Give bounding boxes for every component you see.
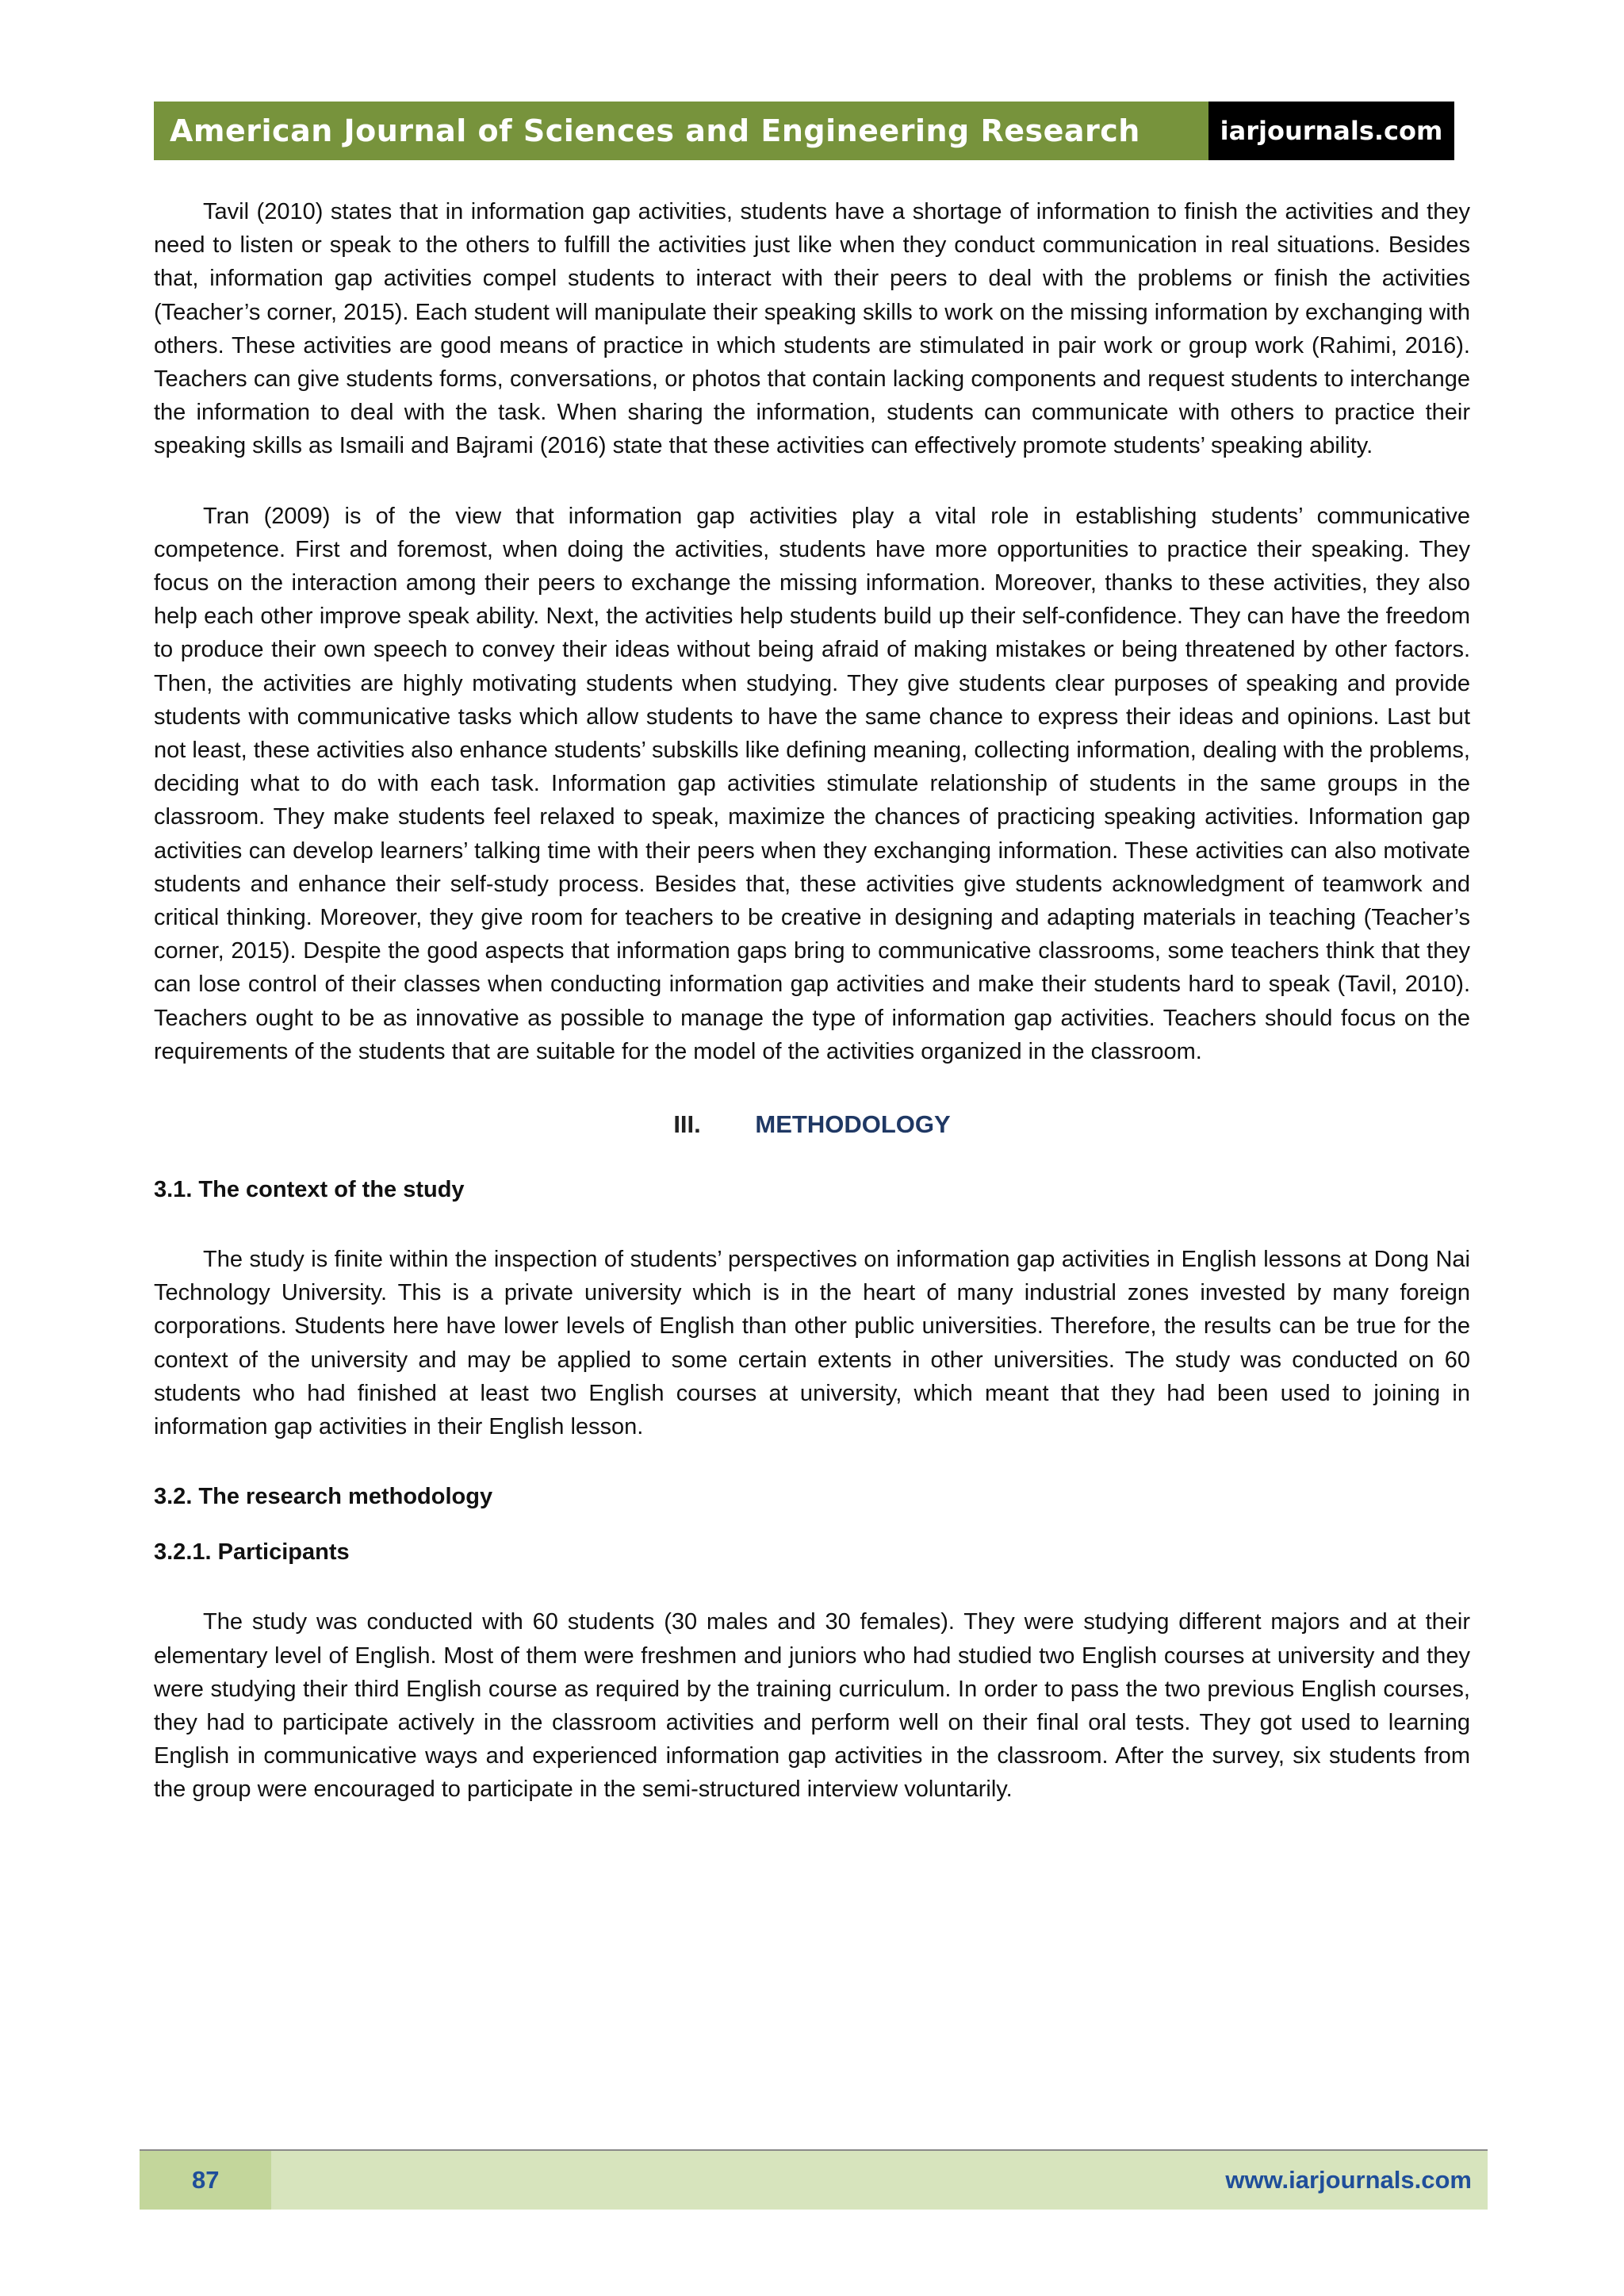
article-body (154, 195, 1470, 1807)
section-heading (154, 1108, 1470, 1141)
footer-url-link[interactable]: www.iarjournals.com (1225, 2166, 1472, 2194)
journal-title: American Journal of Sciences and Engineering Research (170, 113, 1140, 148)
body-paragraph: Tavil (2010) states that in information gap activities, students have a shortage of information to finish the activities and they need to listen or speak to the others to fulfill the activities just like when they conduct communication in real situations. Besides that, information gap activities compel students to interact with their peers to deal with the problems or finish the activities (Teacher’s corner, 2015). Each student will manipulate their speaking skills to work on the missing information by exchanging with others. These activities are good means of practice in which students are stimulated in pair work or group work (Rahimi, 2016). Teachers can give students forms, conversations, or photos that contain lacking components and request students to interchange the information to deal with the task. When sharing the information, students can communicate with others to practice their speaking skills as Ismaili and Bajrami (2016) state that these activities can effectively promote students’ speaking ability. (154, 199, 1470, 459)
body-paragraph: Tran (2009) is of the view that information gap activities play a vital role in establishing students’ communicative competence. First and foremost, when doing the activities, students have more opportunities to practice their speaking. They focus on the interaction among their peers to exchange the missing information. Moreover, thanks to these activities, they also help each other improve speak ability. Next, the activities help students build up their self-confidence. They can have the freedom to produce their own speech to convey their ideas without being afraid of making mistakes or being threatened by other factors. Then, the activities are highly motivating students when studying. They give students clear purposes of speaking and provide students with communicative tasks which allow students to have the same chance to express their ideas and opinions. Last but not least, these activities also enhance students’ subskills like defining meaning, collecting information, dealing with the problems, deciding what to do with each task. Information gap activities stimulate relationship of students in the same groups in the classroom. They make students feel relaxed to speak, maximize the chances of practicing speaking activities. Information gap activities can develop learners’ talking time with their peers when they exchanging information. These activities can also motivate students and enhance their self-study process. Besides that, these activities give students acknowledgment of teamwork and critical thinking. Moreover, they give room for teachers to be creative in designing and adapting materials in teaching (Teacher’s corner, 2015). Despite the good aspects that information gaps bring to communicative classrooms, some teachers think that they can lose control of their classes when conducting information gap activities and make their students hard to speak (Tavil, 2010). Teachers ought to be as innovative as possible to manage the type of information gap activities. Teachers should focus on the requirements of the students that are suitable for the model of the activities organized in the classroom. (154, 503, 1470, 1064)
subsection-heading: 3.2.1. Participants (154, 1539, 350, 1566)
subsection-heading: 3.1. The context of the study (154, 1177, 465, 1203)
header-site-link[interactable]: iarjournals.com (1208, 102, 1454, 160)
page-footer (140, 2149, 1488, 2210)
section-title: METHODOLOGY (755, 1110, 951, 1139)
body-paragraph: The study is finite within the inspection of students’ perspectives on information gap activities in English lessons at Dong Nai Technology University. This is a private university which is in the heart of many industrial zones invested by many foreign corporations. Students here have lower levels of English than other public universities. Therefore, the results can be true for the context of the university and may be applied to some certain extents in other universities. The study was conducted on 60 students who had finished at least two English courses at university, which meant that they had been used to joining in information gap activities in their English lesson. (154, 1247, 1470, 1440)
subsection-heading: 3.2. The research methodology (154, 1484, 493, 1510)
page-number: 87 (192, 2166, 220, 2194)
section-number: III. (673, 1110, 701, 1139)
body-paragraph: The study was conducted with 60 students (30 males and 30 females). They were studying different majors and at their elementary level of English. Most of them were freshmen and juniors who had studied two English courses at university and they were studying their third English course as required by the training curriculum. In order to pass the two previous English courses, they had to participate actively in the classroom activities and perform well on their final oral tests. They got used to learning English in communicative ways and experienced information gap activities in the classroom. After the survey, six students from the group were encouraged to participate in the semi-structured interview voluntarily. (154, 1609, 1470, 1803)
